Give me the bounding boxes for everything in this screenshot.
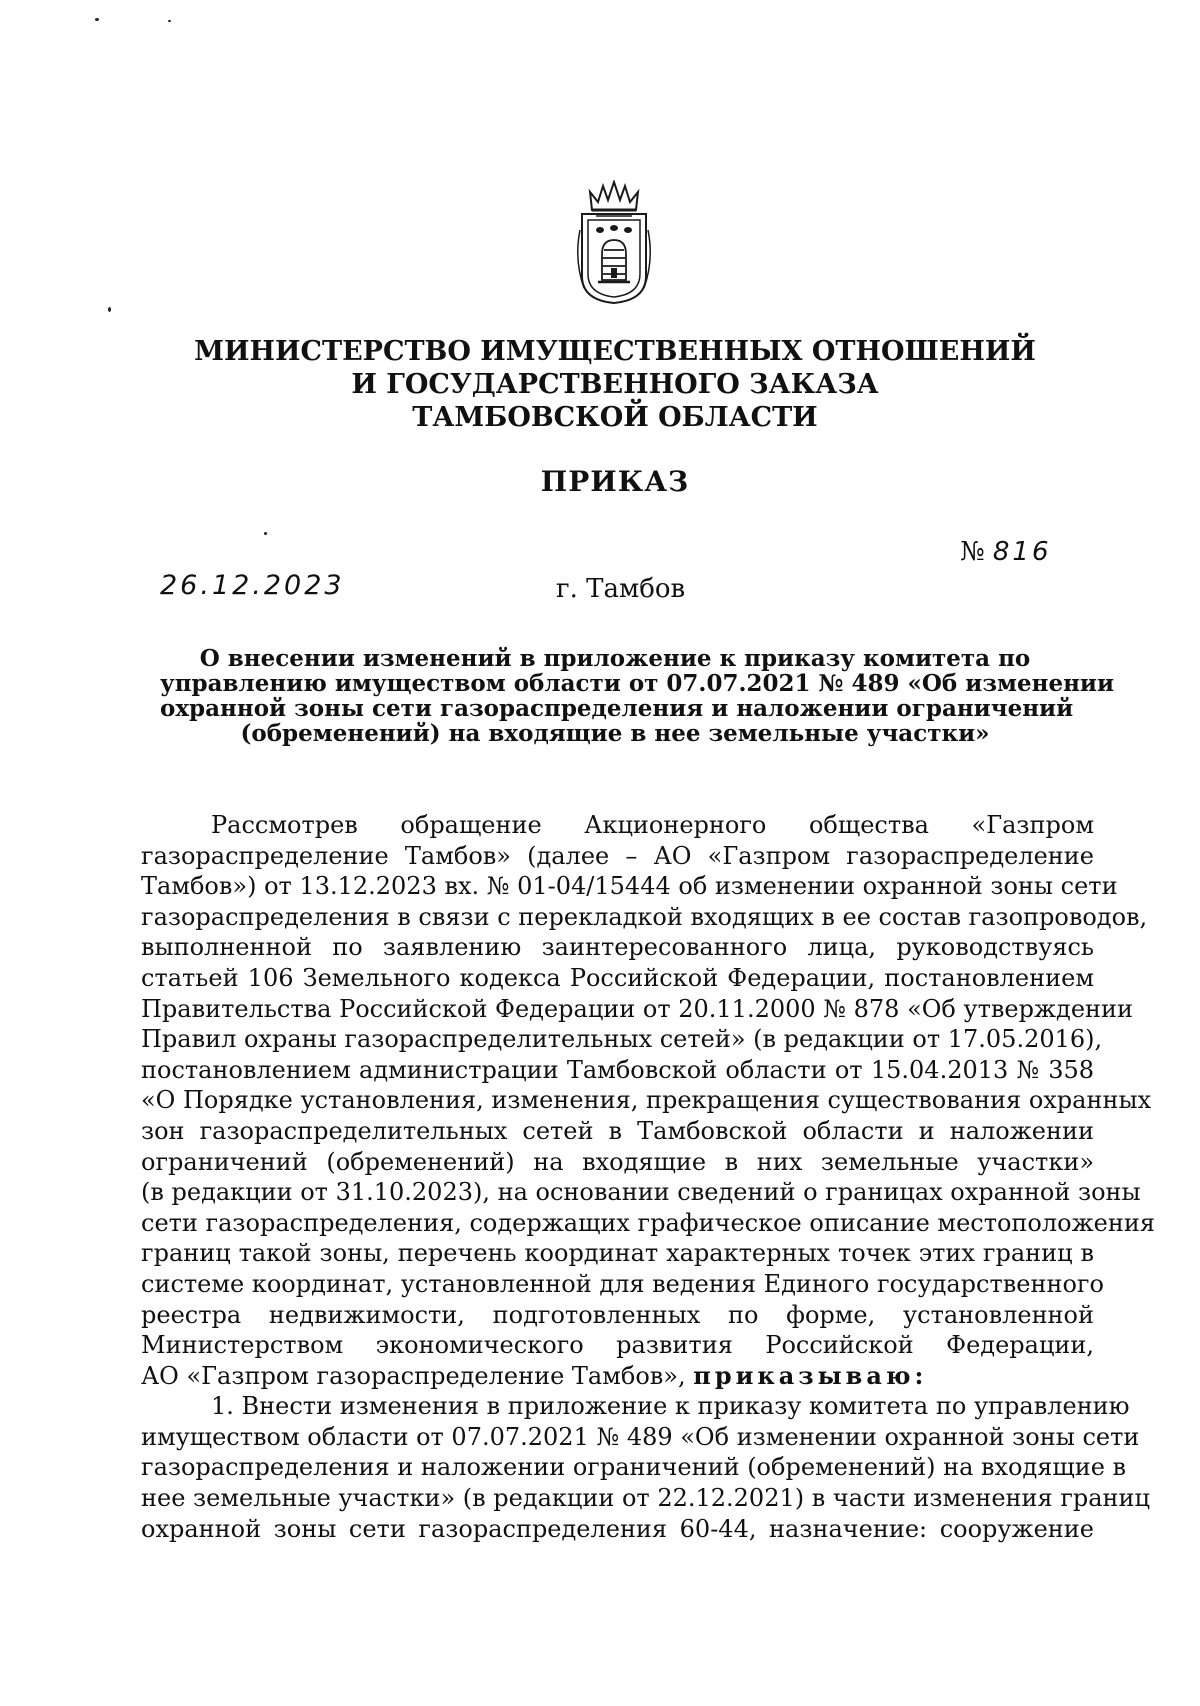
body-line: системе координат, установленной для ведения Единого государственного — [141, 1269, 1104, 1298]
scan-speck — [168, 20, 171, 22]
body-line: статьей 106 Земельного кодекса Российской Федерации, постановлением — [141, 963, 1094, 992]
body-line: имуществом области от 07.07.2021 № 489 «Об изменении охранной зоны сети — [141, 1422, 1140, 1451]
body-line: постановлением администрации Тамбовской области от 15.04.2013 № 358 — [141, 1055, 1094, 1084]
body-line-text: АО «Газпром газораспределение Тамбов», — [141, 1361, 686, 1390]
body-line: выполненной по заявлению заинтересованного лица, руководствуясь — [141, 933, 1094, 962]
ministry-line: ТАМБОВСКОЙ ОБЛАСТИ — [412, 402, 818, 433]
body-line: газораспределение Тамбов» (далее – АО «Газпром газораспределение — [141, 841, 1094, 870]
body-line — [141, 1361, 1094, 1392]
body-line: границ такой зоны, перечень координат характерных точек этих границ в — [141, 1239, 1094, 1268]
body-line: «О Порядке установления, изменения, прекращения существования охранных — [141, 1086, 1152, 1115]
body-line: сети газораспределения, содержащих графическое описание местоположения — [141, 1208, 1155, 1237]
document-type: ПРИКАЗ — [540, 465, 690, 498]
document-number — [960, 537, 1052, 567]
body-line: Правил охраны газораспределительных сетей» (в редакции от 17.05.2016), — [141, 1025, 1103, 1054]
ministry-name — [180, 335, 1050, 434]
body-line: зон газораспределительных сетей в Тамбовской области и наложении — [141, 1116, 1094, 1145]
scan-speck — [264, 532, 267, 535]
order-word: приказываю — [693, 1360, 915, 1390]
ministry-line: И ГОСУДАРСТВЕННОГО ЗАКАЗА — [351, 369, 879, 400]
title-line: охранной зоны сети газораспределения и наложении ограничений — [160, 695, 1074, 722]
body-line: реестра недвижимости, подготовленных по форме, установленной — [141, 1300, 1094, 1329]
body-line: ограничений (обременений) на входящие в них земельные участки» — [141, 1147, 1094, 1176]
body-line: газораспределения и наложении ограничений (обременений) на входящие в — [141, 1453, 1127, 1482]
title-line: (обременений) на входящие в нее земельные участки» — [240, 720, 990, 747]
paragraph-1 — [141, 810, 1155, 1391]
number-label: № — [960, 537, 985, 567]
ministry-line: МИНИСТЕРСТВО ИМУЩЕСТВЕННЫХ ОТНОШЕНИЙ — [194, 336, 1036, 367]
body-line: охранной зоны сети газораспределения 60-44, назначение: сооружение — [141, 1514, 1094, 1543]
paragraph-2 — [141, 1391, 1150, 1544]
scan-speck — [95, 18, 99, 21]
scan-speck — [108, 307, 111, 312]
document-city: г. Тамбов — [556, 574, 686, 604]
title-line: О внесении изменений в приложение к приказу комитета по — [199, 645, 1031, 672]
body-line: Тамбов») от 13.12.2023 вх. № 01-04/15444 об изменении охранной зоны сети — [141, 872, 1118, 901]
body-line: (в редакции от 31.10.2023), на основании сведений о границах охранной зоны — [141, 1178, 1141, 1207]
body-line: нее земельные участки» (в редакции от 22.12.2021) в части изменения границ — [141, 1484, 1150, 1513]
body-line: газораспределения в связи с перекладкой входящих в ее состав газопроводов, — [141, 902, 1148, 931]
document-body — [141, 810, 1155, 1544]
body-line: Министерством экономического развития Российской Федерации, — [141, 1331, 1094, 1360]
body-line: Рассмотрев обращение Акционерного общества «Газпром — [211, 811, 1094, 839]
coat-of-arms-emblem — [570, 180, 658, 305]
body-line: Правительства Российской Федерации от 20.11.2000 № 878 «Об утверждении — [141, 994, 1134, 1023]
number-value: 816 — [992, 537, 1052, 567]
document-title — [160, 645, 1115, 747]
document-date: 26.12.2023 — [160, 570, 345, 601]
order-colon: : — [914, 1360, 924, 1390]
title-line: управлению имуществом области от 07.07.2021 № 489 «Об изменении — [160, 670, 1115, 697]
body-line: 1. Внести изменения в приложение к приказу комитета по управлению — [211, 1392, 1130, 1421]
